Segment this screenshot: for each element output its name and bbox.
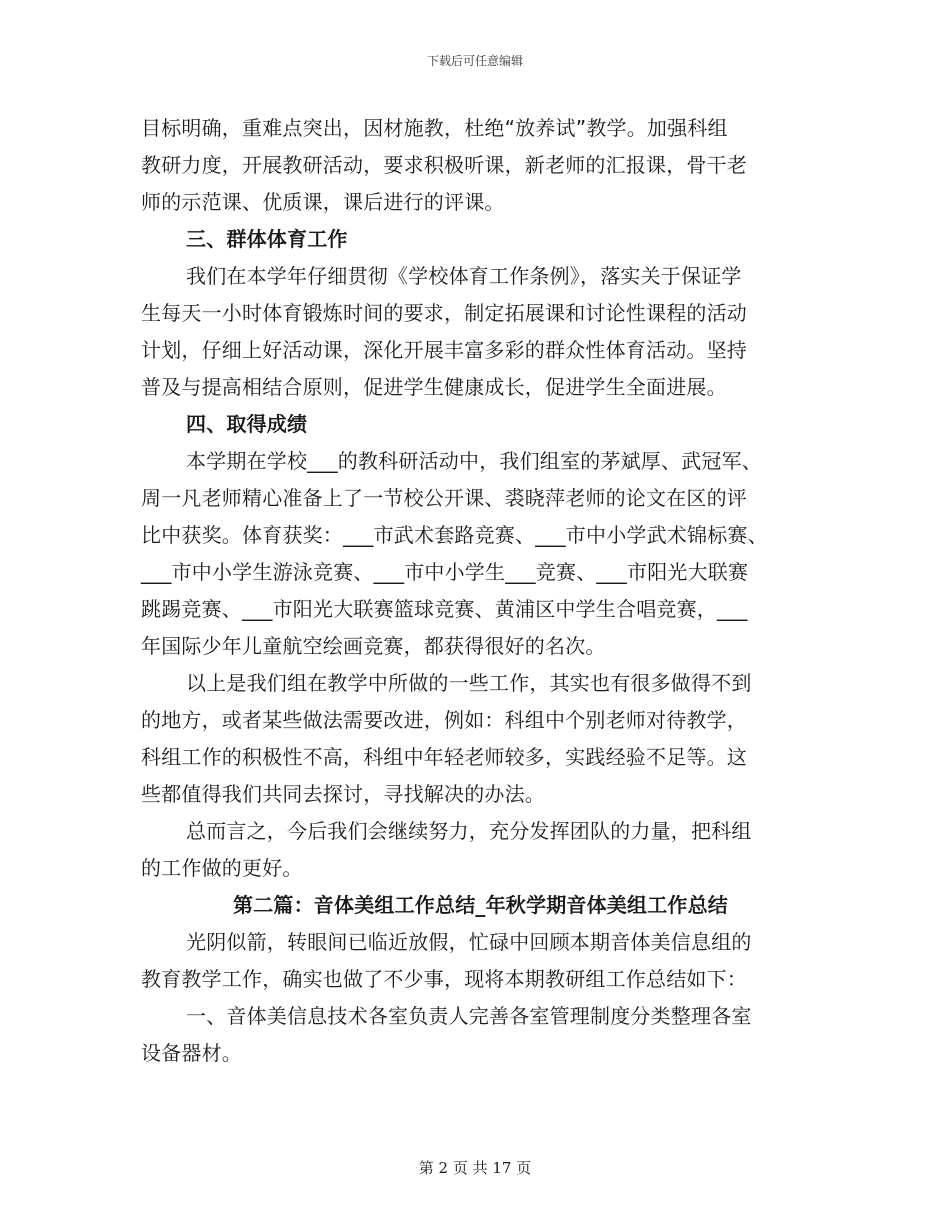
text-line: ___市中小学生游泳竞赛、___市中小学生___竞赛、___市阳光大联赛 xyxy=(141,560,749,584)
text-line: 以上是我们组在教学中所做的一些工作，其实也有很多做得不到 xyxy=(186,671,752,695)
text-line: 本学期在学校___的教科研活动中，我们组室的茅斌厚、武冠军、 xyxy=(186,449,762,473)
text-line: 生每天一小时体育锻炼时间的要求，制定拓展课和讨论性课程的活动 xyxy=(141,301,747,325)
text-line: 的工作做的更好。 xyxy=(141,856,303,880)
text-line: 总而言之，今后我们会继续努力，充分发挥团队的力量，把科组 xyxy=(186,819,752,843)
text-line: 光阴似箭，转眼间已临近放假，忙碌中回顾本期音体美信息组的 xyxy=(186,930,752,954)
text-line: 教育教学工作，确实也做了不少事，现将本期教研组工作总结如下： xyxy=(141,967,747,991)
text-line: 些都值得我们共同去探讨，寻找解决的办法。 xyxy=(141,782,545,806)
document-body xyxy=(141,110,809,1072)
text-line: 年国际少年儿童航空绘画竞赛，都获得很好的名次。 xyxy=(141,634,606,658)
text-line: 一、音体美信息技术各室负责人完善各室管理制度分类整理各室 xyxy=(186,1004,752,1028)
section-heading: 三、群体体育工作 xyxy=(186,227,348,251)
text-line: 的地方，或者某些做法需要改进，例如：科组中个别老师对待教学， xyxy=(141,708,747,732)
page-number: 第 2 页 共 17 页 xyxy=(418,1159,532,1177)
text-line: 比中获奖。体育获奖：___市武术套路竞赛、___市中小学武术锦标赛、 xyxy=(141,523,768,547)
text-line: 设备器材。 xyxy=(141,1041,242,1065)
text-line: 目标明确，重难点突出，因材施教，杜绝“放养试”教学。加强科组 xyxy=(141,116,728,140)
text-line: 普及与提高相结合原则，促进学生健康成长，促进学生全面进展。 xyxy=(141,375,727,399)
text-line: 师的示范课、优质课，课后进行的评课。 xyxy=(141,190,505,214)
text-line: 计划，仔细上好活动课，深化开展丰富多彩的群众性体育活动。坚持 xyxy=(141,338,747,362)
section-heading: 四、取得成绩 xyxy=(186,412,308,436)
text-line: 周一凡老师精心准备上了一节校公开课、裘晓萍老师的论文在区的评 xyxy=(141,486,747,510)
text-line: 科组工作的积极性不高，科组中年轻老师较多，实践经验不足等。这 xyxy=(141,745,747,769)
header-note: 下载后可任意编辑 xyxy=(426,54,523,68)
text-line: 教研力度，开展教研活动，要求积极听课，新老师的汇报课，骨干老 xyxy=(141,153,747,177)
chapter-title: 第二篇：音体美组工作总结_年秋学期音体美组工作总结 xyxy=(233,893,728,917)
text-line: 跳踢竞赛、___市阳光大联赛篮球竞赛、黄浦区中学生合唱竞赛，___ xyxy=(141,597,748,621)
text-line: 我们在本学年仔细贯彻《学校体育工作条例》，落实关于保证学 xyxy=(186,264,742,288)
